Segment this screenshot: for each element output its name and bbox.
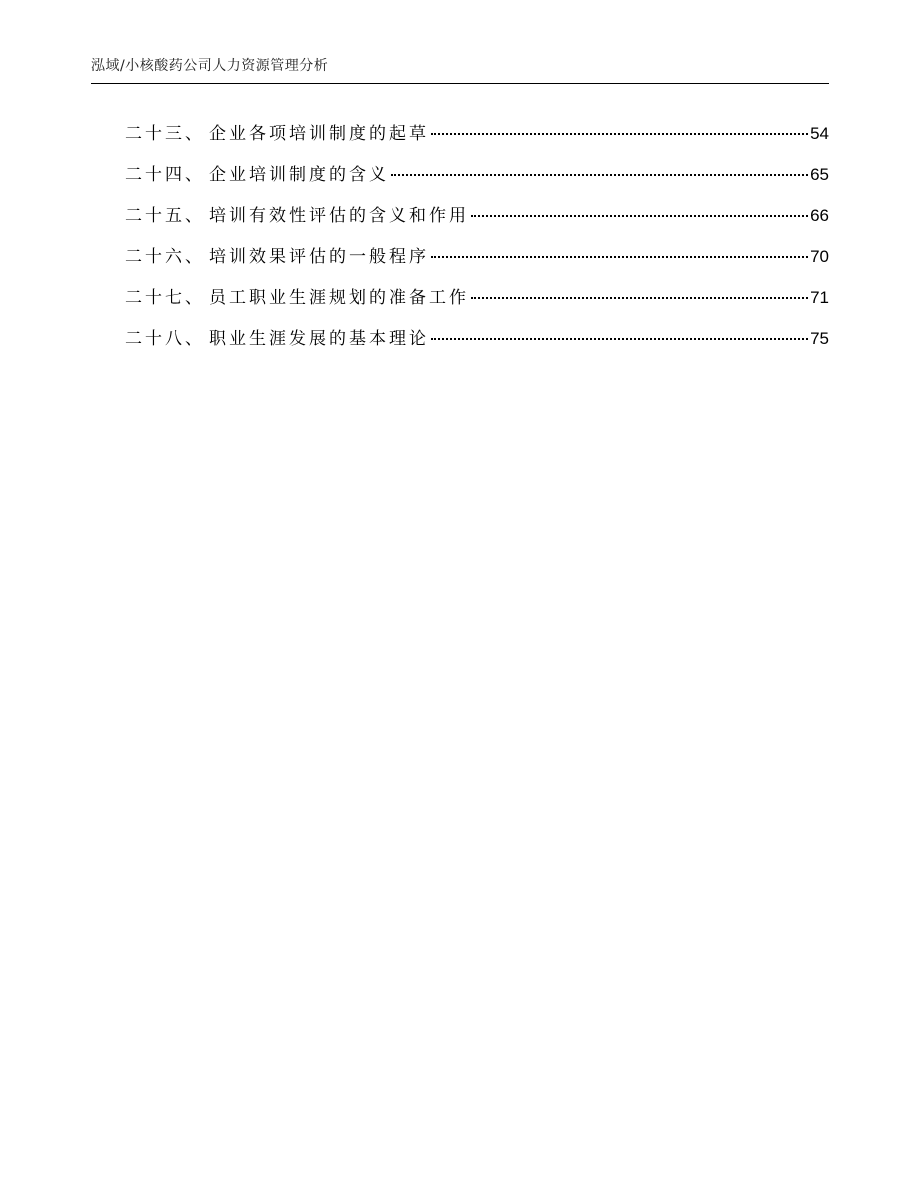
toc-entry[interactable] [125,119,829,160]
toc-dot-leader [431,256,808,258]
toc-entry-title[interactable]: 企业培训制度的含义 [209,165,389,185]
toc-entry-title[interactable]: 职业生涯发展的基本理论 [209,329,429,349]
toc-entry-title[interactable]: 培训效果评估的一般程序 [209,247,429,267]
header-rule [91,83,829,84]
toc-dot-leader [431,133,808,135]
toc-entry-number: 二十五、 [125,206,205,226]
toc-entry-page[interactable]: 65 [810,165,829,184]
toc-dot-leader [391,174,808,176]
toc-entry-page[interactable]: 70 [810,247,829,266]
toc-entry-number: 二十六、 [125,247,205,267]
page-header: 泓域/小核酸药公司人力资源管理分析 [91,58,329,74]
toc-entry-number: 二十三、 [125,124,205,144]
toc-entry-page[interactable]: 75 [810,329,829,348]
toc-entry-title[interactable]: 企业各项培训制度的起草 [209,124,429,144]
table-of-contents [125,119,829,365]
toc-entry[interactable] [125,283,829,324]
toc-dot-leader [471,297,808,299]
toc-entry-page[interactable]: 54 [810,124,829,143]
toc-entry-title[interactable]: 培训有效性评估的含义和作用 [209,206,469,226]
toc-entry-title[interactable]: 员工职业生涯规划的准备工作 [209,288,469,308]
toc-entry[interactable] [125,201,829,242]
toc-entry-number: 二十七、 [125,288,205,308]
toc-dot-leader [471,215,808,217]
toc-entry-number: 二十四、 [125,165,205,185]
toc-entry-number: 二十八、 [125,329,205,349]
toc-entry[interactable] [125,242,829,283]
toc-entry[interactable] [125,324,829,365]
toc-dot-leader [431,338,808,340]
toc-entry-page[interactable]: 71 [810,288,829,307]
toc-entry[interactable] [125,160,829,201]
toc-entry-page[interactable]: 66 [810,206,829,225]
